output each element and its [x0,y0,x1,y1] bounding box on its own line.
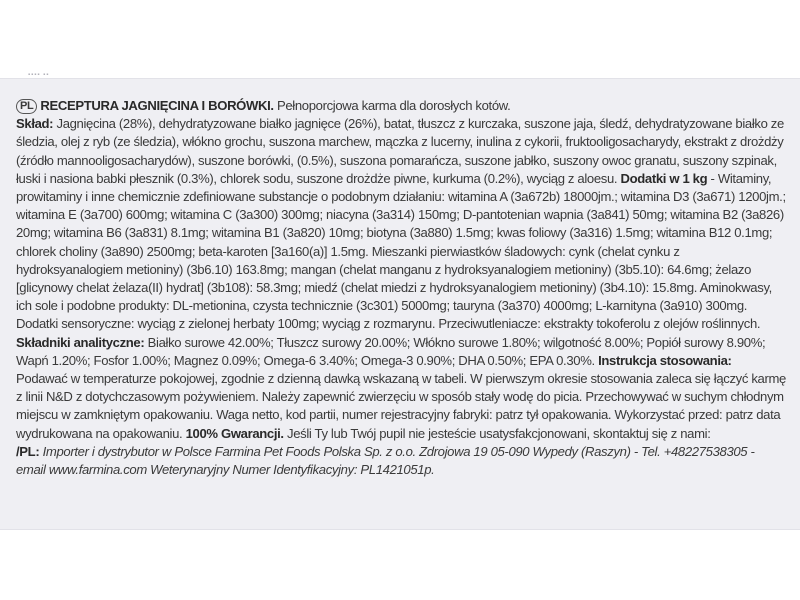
label-paragraph [16,97,786,443]
recipe-title: RECEPTURA JAGNIĘCINA I BORÓWKI. [40,98,274,113]
analytical-text: Białko surowe 42.00%; Tłuszcz surowy 20.00%; Włókno surowe 1.80%; wilgotność 8.00%; Popiół surowy 8.90%; Wapń 1.20%; Fosfor 1.00%; Magnez 0.09%; Omega-6 3.40%; Omega-3 0.90%; DHA 0.50%; EPA 0.30%. [16,334,766,368]
instructions-text: Podawać w temperaturze pokojowej, zgodnie z dzienną dawką wskazaną w tabeli. W pierwszym okresie stosowania zaleca się łączyć karmę z linii N&D z dotychczasowym pożywieniem. Należy zapewnić zwierzęciu w sposób stały wodę do picia. Przechowywać w suchym chłodnym miejscu w zamkniętym opakowaniu. Waga netto, kod partii, numer rejestracyjny fabryki: patrz tył opakowania. Wykorzystać przed: patrz data wydrukowana na opakowaniu. [16,371,786,441]
composition-heading: Skład: [16,116,54,132]
cropped-text-fragment: ▪▪▪▪ ▪▪ [28,72,50,78]
analytical-heading: Składniki analityczne: [16,334,145,350]
importer-paragraph [16,443,786,479]
ingredient-label-text [16,97,786,479]
guarantee-text: Jeśli Ty lub Twój pupil nie jesteście usatysfakcjonowani, skontaktuj się z nami: [283,425,711,441]
instructions-heading: Instrukcja stosowania: [598,352,732,368]
language-badge: PL [16,99,37,114]
additives-heading: Dodatki w 1 kg [620,170,708,186]
importer-text: Importer i dystrybutor w Polsce Farmina Pet Foods Polska Sp. z o.o. Zdrojowa 19 05-090 Wypedy (Raszyn) - Tel. +48227538305 - email www.farmina.com Weterynaryjny Numer Identyfikacyjny: PL1421051p. [16,443,755,478]
guarantee-heading: 100% Gwarancji. [185,425,284,441]
composition-text: Jagnięcina (28%), dehydratyzowane białko jagnięce (26%), batat, tłuszcz z kurczaka, suszone jaja, śledź, dehydratyzowane białko ze śledzia, olej z ryb (ze śledzia), włókno grochu, suszona marchew, mączka z lucerny, inulina z cykorii, fruktooligosacharydy, ekstrakt z drożdży (źródło mannooligosacharydów), suszone borówki, (0.5%), suszona pomarańcza, suszone jabłko, suszony owoc granatu, suszony szpinak, łuski i nasiona babki płesznik (0.3%), chlorek sodu, suszone drożdże piwne, kurkuma (0.2%), wyciąg z aloesu. [16,116,784,186]
importer-prefix: /PL: [16,443,40,459]
recipe-subtitle: Pełnoporcjowa karma dla dorosłych kotów. [273,98,511,113]
additives-text: - Witaminy, prowitaminy i inne chemicznie zdefiniowane substancje o podobnym działaniu: witamina A (3a672b) 18000jm.; witamina D3 (3a671) 1200jm.; witamina E (3a700) 600mg; witamina C (3a300) 300mg; niacyna (3a314) 150mg; D-pantotenian wapnia (3a841) 50mg; witamina B2 (3a826) 20mg; witamina B6 (3a831) 8.1mg; witamina B1 (3a820) 10mg; biotyna (3a880) 1.5mg; kwas foliowy (3a316) 1.5mg; witamina B12 0.1mg; chlorek choliny (3a890) 2500mg; beta-karoten [3a160(a)] 1.5mg. Mieszanki pierwiastków śladowych: cynk (chelat cynku z hydroksyanalogiem metioniny) (3b6.10) 163.8mg; mangan (chelat manganu z hydroksyanalogiem metioniny) (3b5.10): 64.6mg; żelazo [glicynowy chelat żelaza(II) hydrat] (3b108): 58.3mg; miedź (chelat miedzi z hydroksyanalogiem metioniny) (3b4.10): 15.8mg. Aminokwasy, ich sole i podobne produkty: DL-metionina, czysta technicznie (3c301) 5000mg; tauryna (3a370) 4000mg; L-karnityna (3a910) 300mg. Dodatki sensoryczne: wyciąg z zielonej herbaty 100mg; wyciąg z rozmarynu. Przeciwutleniacze: ekstrakty tokoferolu z olejów roślinnych. [16,170,786,332]
